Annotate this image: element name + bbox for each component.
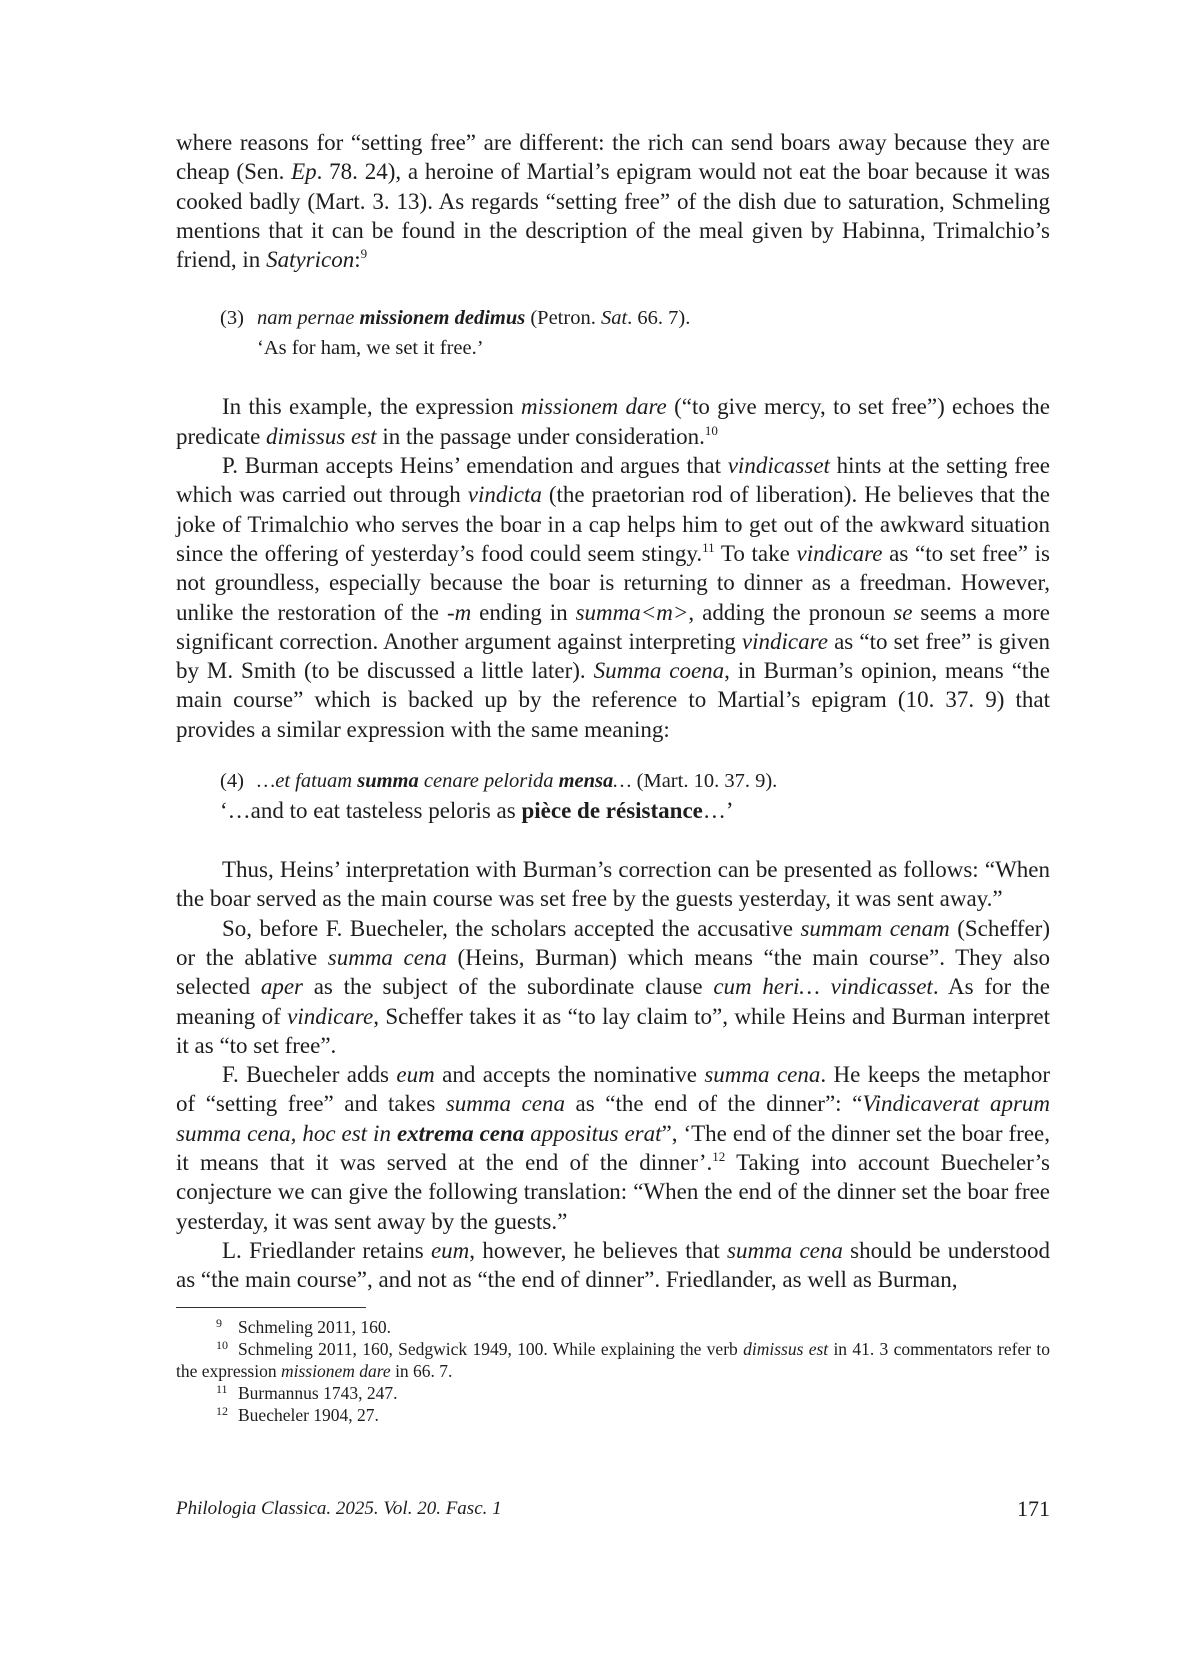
paragraph-4: Thus, Heins’ interpretation with Burman’s correction can be presented as follows: “When the boar served as the main course was set free by the guests yesterday, it was sent away.” — [176, 857, 1050, 912]
footnote-divider — [176, 1307, 366, 1308]
footnote-11: 11 Burmannus 1743, 247. — [216, 1381, 398, 1403]
page-body — [176, 128, 1050, 1426]
footnote-10: 10 Schmeling 2011, 160, Sedgwick 1949, 100. While explaining the verb dimissus est in 41. 3 commentators refer to the expression missionem dare in 66. 7. — [176, 1337, 1050, 1381]
footnote-ref-11[interactable]: 11 — [702, 539, 715, 555]
footnote-9: 9 Schmeling 2011, 160. — [216, 1315, 391, 1337]
footnote-ref-9[interactable]: 9 — [360, 246, 368, 262]
example-4: (4) …et fatuam summa cenare pelorida mensa… (Mart. 10. 37. 9). — [220, 770, 778, 793]
journal-title: Philologia Classica. 2025. Vol. 20. Fasc. 1 — [176, 1498, 502, 1519]
paragraph-5: So, before F. Buecheler, the scholars accepted the accusative summam cenam (Scheffer) or the ablative summa cena (Heins, Burman) which means “the main course”. They also selected aper as the subject of the subordinate clause cum heri… vindicasset. As for the meaning of vindicare, Scheffer takes it as “to lay claim to”, while Heins and Burman interpret it as “to set free”. — [176, 915, 1050, 1058]
paragraph-1: where reasons for “setting free” are different: the rich can send boars away because they are cheap (Sen. Ep. 78. 24), a heroine of Martial’s epigram would not eat the boar because it was cooked badly (Mart. 3. 13). As regards “setting free” of the dish due to saturation, Schmeling mentions that it can be found in the description of the meal given by Habinna, Trimalchio’s friend, in Satyricon:$^9$ — [176, 130, 1050, 273]
example-3: (3) nam pernae missionem dedimus (Petron. Sat. 66. 7). ‘As for ham, we set it free.’ — [220, 303, 1050, 363]
page-number: 171 — [1017, 1496, 1050, 1521]
footnote-ref-10[interactable]: 10 — [704, 422, 718, 438]
footnote-ref-12[interactable]: 12 — [712, 1149, 726, 1165]
page-footer — [176, 1498, 1050, 1528]
example-3-translation: ‘As for ham, we set it free.’ — [257, 337, 484, 360]
paragraph-3: P. Burman accepts Heins’ emendation and argues that vindicasset hints at the setting free which was carried out through vindicta (the praetorian rod of liberation). He believes that the joke of Trimalchio who serves the boar in a cap helps him to get out of the awkward situation since the offering of yesterday’s food could seem stingy.$^{11}$ To take vindicare as “to set free” is not groundless, especially because the boar is returning to dinner as a freedman. However, unlike the restoration of the -m ending in summa<m>, adding the pronoun se seems a more significant correction. Another argument against interpreting vindicare as “to set free” is given by M. Smith (to be discussed a little later). Summa coena, in Burman’s opinion, means “the main course” which is backed up by the reference to Martial’s epigram (10. 37. 9) that provides a similar expression with the same meaning: — [176, 453, 1051, 742]
example-4-translation: ‘…and to eat tasteless peloris as pièce de résistance…’ — [220, 798, 734, 824]
paragraph-2: In this example, the expression missionem dare (“to give mercy, to set free”) echoes the predicate dimissus est in the passage under consideration.$^{10}$ — [176, 394, 1051, 449]
footnote-12: 12 Buecheler 1904, 27. — [216, 1403, 379, 1425]
paragraph-7: L. Friedlander retains eum, however, he believes that summa cena should be understood as “the main course”, and not as “the end of dinner”. Friedlander, as well as Burman, — [176, 1237, 1050, 1293]
paragraph-6: F. Buecheler adds eum and accepts the nominative summa cena. He keeps the metaphor of “setting free” and takes summa cena as “the end of the dinner”: “Vindicaverat aprum summa cena, hoc est in extrema cena appositus erat”, ‘The end of the dinner set the boar free, it means that it was served at the end of the dinner’.$^{12}$ Taking into account Buecheler’s conjecture we can give the following translation: “When the end of the dinner set the boar free yesterday, it was sent away by the guests.” — [176, 1062, 1051, 1234]
